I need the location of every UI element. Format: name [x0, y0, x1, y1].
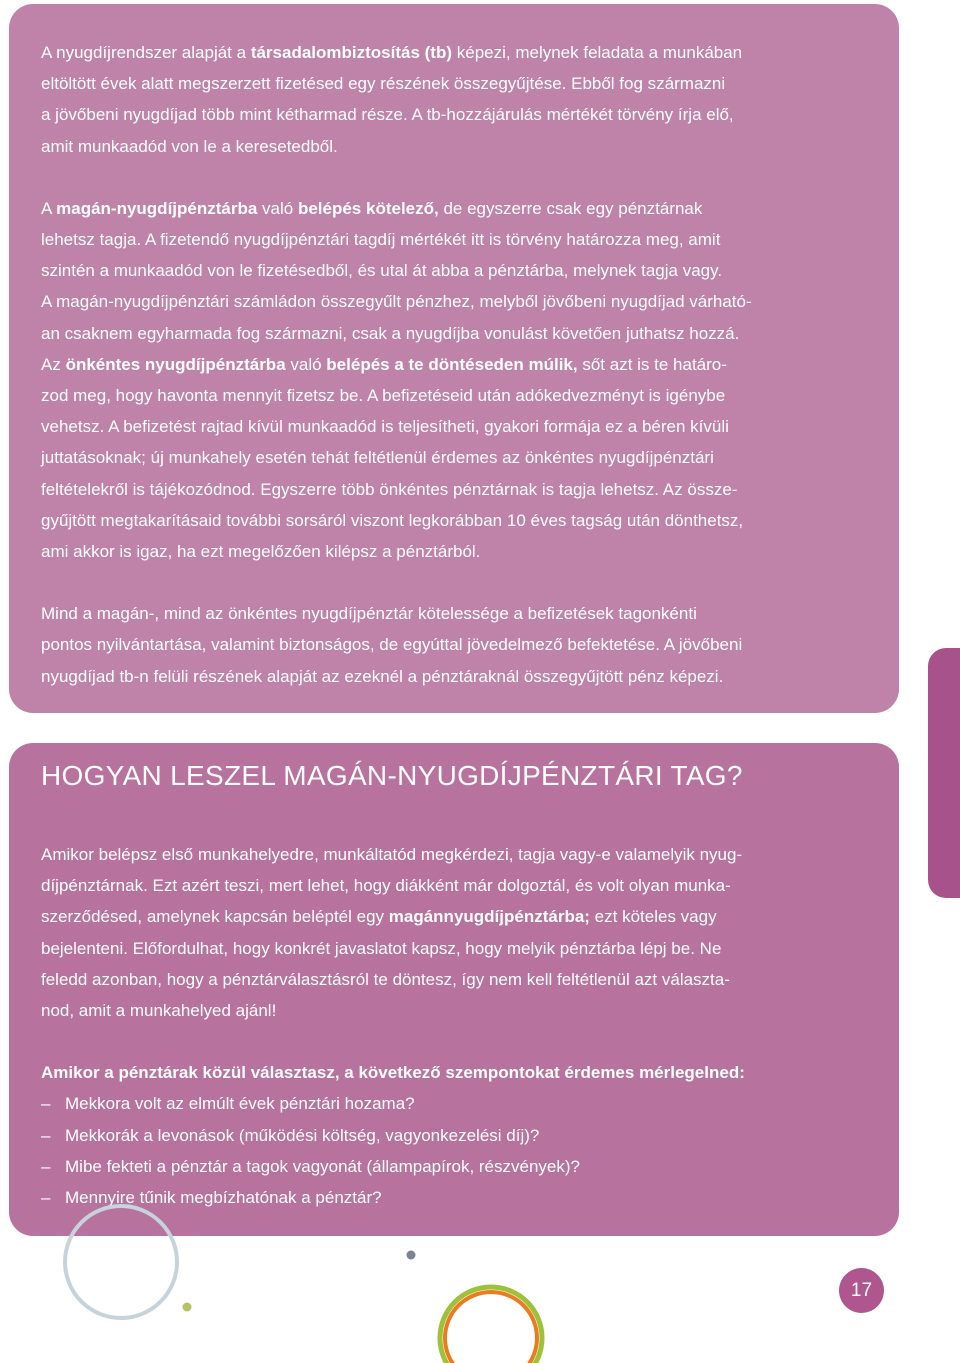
text-run: szintén a munkaadód von le fizetésedből, és utal át abba a pénztárba, melynek tagja vagy.	[41, 261, 723, 281]
text-run: bejelenteni. Előfordulhat, hogy konkrét javaslatot kapsz, hogy melyik pénztárba lépj be. Ne	[41, 938, 722, 958]
text-run: feltételekről is tájékozódnod. Egyszerre több önkéntes pénztárnak is tagja lehetsz. Az össze-	[41, 479, 738, 499]
orange-ring-decoration	[445, 1292, 537, 1363]
criteria-item: – Mekkorák a levonások (működési költség, vagyonkezelési díj)?	[41, 1125, 540, 1145]
text-run: gyűjtött megtakarításaid további sorsáról viszont legkorábban 10 éves tagság után dönthetsz,	[41, 510, 744, 530]
text-run: de egyszerre csak egy pénztárnak	[438, 198, 703, 218]
bold-text-run: önkéntes nyugdíjpénztárba	[65, 354, 286, 374]
text-run: pontos nyilvántartása, valamint biztonságos, de egyúttal jövedelmező befektetése. A jövőbeni	[41, 635, 743, 655]
text-run: an csaknem egyharmada fog származni, csak a nyugdíjba vonulást követően juthatsz hozzá.	[41, 323, 740, 343]
bold-text-run: belépés a te döntéseden múlik,	[326, 354, 578, 374]
text-run: amit munkaadód von le a keresetedből.	[41, 136, 338, 156]
text-run: sőt azt is te határo-	[577, 354, 727, 374]
bold-text-run: magán-nyugdíjpénztárba	[56, 198, 258, 218]
criteria-list	[41, 1088, 879, 1213]
criteria-item: – Mennyire tűnik megbízhatónak a pénztár?	[41, 1188, 382, 1208]
green-dot-decoration	[183, 1303, 192, 1312]
text-run: való	[257, 198, 298, 218]
page-number-badge: 17	[839, 1268, 884, 1313]
decorative-circles	[0, 1200, 960, 1363]
grey-ring-decoration	[65, 1206, 177, 1318]
bold-text-run: társadalombiztosítás (tb)	[250, 43, 453, 62]
text-run: a jövőbeni nyugdíjad több mint kétharmad része. A tb-hozzájárulás mértékét törvény írja elő,	[41, 105, 734, 125]
text-run: díjpénztárnak. Ezt azért teszi, mert lehet, hogy diákként már dolgoztál, és volt olyan munka-	[41, 876, 731, 896]
side-tab-marker	[928, 648, 960, 898]
text-run: lehetsz tagja. A fizetendő nyugdíjpénztári tagdíj mértékét itt is törvény határozza meg, amit	[41, 230, 721, 250]
text-run: képezi, melynek feladata a munkában	[452, 43, 743, 62]
text-run: juttatásoknak; új munkahely esetén tehát feltétlenül érdemes az önkéntes nyugdíjpénztári	[41, 448, 714, 468]
text-run: A magán-nyugdíjpénztári számládon összegyűlt pénzhez, melyből jövőbeni nyugdíjad várható-	[41, 292, 752, 312]
text-run: eltöltött évek alatt megszerzett fizetésed egy részének összegyűjtése. Ebből fog származni	[41, 74, 726, 94]
criteria-item: – Mekkora volt az elmúlt évek pénztári hozama?	[41, 1094, 415, 1114]
text-run: való	[285, 354, 327, 374]
text-run: nyugdíjad tb-n felüli részének alapját az ezeknél a pénztáraknál összegyűjtött pénz képezi.	[41, 666, 724, 686]
text-run: vehetsz. A befizetést rajtad kívül munkaadód is teljesítheti, gyakori formája ez a béren kívüli	[41, 417, 729, 437]
info-panel-pension-system	[9, 4, 899, 713]
text-run: zod meg, hogy havonta mennyit fizetsz be. A befizetéseid után adókedvezményt is igénybe	[41, 386, 726, 406]
text-run: ezt köteles vagy	[589, 907, 717, 927]
bold-text-run: magánnyugdíjpénztárba;	[388, 907, 590, 927]
text-run: ami akkor is igaz, ha ezt megelőzően kilépsz a pénztárból.	[41, 542, 481, 562]
paragraph-private-and-voluntary-funds	[41, 193, 879, 567]
text-run: szerződésed, amelynek kapcsán beléptél egy	[41, 907, 389, 927]
grey-dot-decoration	[407, 1251, 416, 1260]
bold-text-run: belépés kötelező,	[297, 198, 439, 218]
text-run: Az	[41, 354, 66, 374]
text-run: Mind a magán-, mind az önkéntes nyugdíjpénztár kötelessége a befizetések tagonkénti	[41, 604, 697, 624]
text-run: nod, amit a munkahelyed ajánl!	[41, 1001, 277, 1021]
text-run: A	[41, 198, 57, 218]
info-panel-joining	[9, 743, 899, 1236]
text-run: feledd azonban, hogy a pénztárválasztásról te döntesz, így nem kell feltétlenül azt választa-	[41, 969, 730, 989]
criteria-title: Amikor a pénztárak közül választasz, a következő szempontokat érdemes mérlegelned:	[41, 1063, 745, 1083]
criteria-item: – Mibe fekteti a pénztár a tagok vagyonát (állampapírok, részvények)?	[41, 1156, 580, 1176]
paragraph-social-security	[41, 37, 879, 162]
section-heading: HOGYAN LESZEL MAGÁN-NYUGDÍJPÉNZTÁRI TAG?	[41, 760, 743, 791]
green-ring-decoration	[440, 1287, 542, 1363]
text-run: Amikor belépsz első munkahelyedre, munkáltatód megkérdezi, tagja vagy-e valamelyik nyug-	[41, 845, 743, 864]
text-run: A nyugdíjrendszer alapját a	[41, 43, 251, 62]
paragraph-first-workplace	[41, 839, 879, 1026]
paragraph-fund-obligations	[41, 598, 879, 692]
